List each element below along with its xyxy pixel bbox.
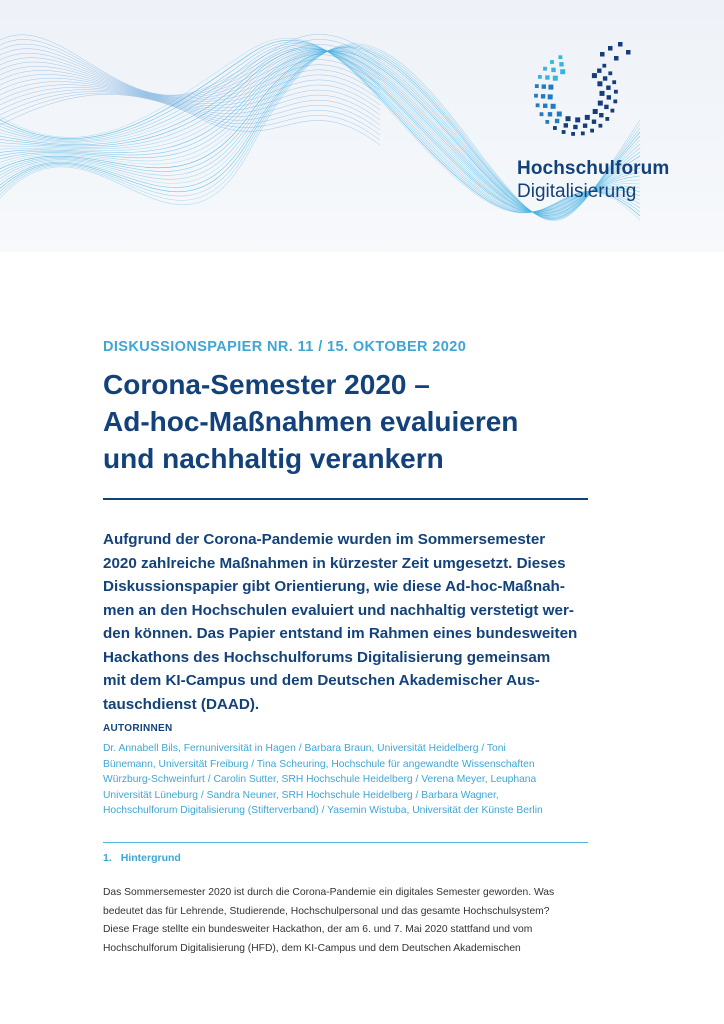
title-divider — [103, 498, 588, 500]
logo-tile — [548, 94, 553, 99]
logo-tile — [536, 103, 540, 107]
logo-tile — [590, 129, 594, 133]
logo-tile — [618, 42, 623, 47]
title-line: Ad-hoc-Maßnahmen evaluieren — [103, 406, 519, 437]
wave-line — [0, 39, 380, 95]
section-title: Hintergrund — [120, 852, 181, 864]
logo-tile — [551, 104, 556, 109]
authors-heading: AUTORINNEN — [103, 723, 173, 734]
logo-tile — [573, 125, 577, 129]
logo-tile — [592, 73, 597, 78]
title-line: und nachhaltig verankern — [103, 443, 444, 474]
authors-list — [103, 741, 593, 819]
wave-line — [0, 90, 380, 130]
authors-line: Universität Lüneburg / Sandra Neuner, SRH Hochschule Heidelberg / Barbara Wagner, — [103, 789, 499, 801]
logo-tile — [557, 112, 562, 117]
logo-tile — [607, 95, 611, 99]
logo-tile — [608, 71, 612, 75]
logo-tile — [602, 64, 606, 68]
logo-tile — [545, 75, 549, 79]
logo-tile — [599, 113, 603, 117]
paper-title — [103, 366, 623, 477]
logo-tile — [542, 84, 546, 88]
brand-logo-icon — [520, 38, 640, 142]
logo-tile — [538, 75, 542, 79]
body-text — [103, 884, 593, 958]
section-divider — [103, 842, 588, 843]
abstract-line: mit dem KI-Campus und dem Deutschen Akademischer Aus- — [103, 672, 540, 689]
body-line: Das Sommersemester 2020 ist durch die Corona-Pandemie ein digitales Semester geworden. Was — [103, 887, 555, 898]
authors-line: Dr. Annabell Bils, Fernuniversität in Hagen / Barbara Braun, Universität Heidelberg / Toni — [103, 743, 506, 754]
logo-tile — [564, 123, 568, 127]
logo-tile — [545, 120, 549, 124]
logo-tile — [560, 69, 565, 74]
logo-tile — [585, 115, 590, 120]
paper-kicker: DISKUSSIONSPAPIER NR. 11 / 15. OKTOBER 2020 — [103, 339, 467, 355]
brand-name-line2: Digitalisierung — [517, 181, 637, 202]
logo-tile — [597, 81, 602, 86]
logo-tile — [555, 119, 559, 123]
logo-tile — [626, 50, 631, 55]
logo-tile — [540, 112, 544, 116]
logo-tile — [553, 126, 557, 130]
logo-tile — [606, 86, 610, 90]
abstract-line: Hackathons des Hochschulforums Digitalisierung gemeinsam — [103, 648, 551, 666]
authors-line: Bünemann, Universität Freiburg / Tina Scheuring, Hochschule für angewandte Wissenschaften — [103, 758, 535, 770]
abstract-line: den können. Das Papier entstand im Rahmen eines bundesweiten — [103, 625, 578, 642]
wave-line — [0, 94, 380, 145]
logo-tile — [581, 132, 585, 136]
logo-tile — [597, 69, 601, 73]
abstract-line: Aufgrund der Corona-Pandemie wurden im Sommersemester — [103, 531, 546, 548]
body-line: Hochschulforum Digitalisierung (HFD), dem KI-Campus und dem Deutschen Akademischen — [103, 942, 521, 954]
logo-tile — [553, 76, 558, 81]
logo-tile — [600, 91, 605, 96]
logo-tile — [613, 100, 617, 104]
logo-tile — [592, 120, 596, 124]
brand-name-line1: Hochschulforum — [517, 158, 670, 179]
logo-tile — [599, 124, 603, 128]
abstract-line: men an den Hochschulen evaluiert und nachhaltig verstetigt wer- — [103, 601, 574, 619]
body-line: bedeutet das für Lehrende, Studierende, Hochschulpersonal und das gesamte Hochschulsystem? — [103, 905, 550, 917]
logo-tile — [598, 101, 603, 106]
logo-tile — [583, 124, 587, 128]
logo-tile — [571, 132, 575, 136]
authors-line: Würzburg-Schweinfurt / Carolin Sutter, SRH Hochschule Heidelberg / Verena Meyer, Leuphana — [103, 774, 537, 785]
logo-tile — [593, 109, 598, 114]
authors-line: Hochschulforum Digitalisierung (Stifterverband) / Yasemin Wistuba, Universität der Künste Berlin — [103, 805, 543, 816]
header-banner — [0, 0, 724, 252]
logo-tile — [559, 55, 563, 59]
title-line: Corona-Semester 2020 – — [103, 369, 430, 400]
logo-tile — [600, 52, 605, 57]
logo-tile — [608, 46, 613, 51]
section-number: 1. — [103, 852, 112, 864]
section-heading — [103, 852, 181, 864]
logo-tile — [559, 62, 563, 66]
logo-tile — [543, 67, 547, 71]
logo-tile — [604, 105, 608, 109]
abstract-line: 2020 zahlreiche Maßnahmen in kürzester Zeit umgesetzt. Dieses — [103, 554, 566, 572]
logo-tile — [562, 130, 566, 134]
logo-tile — [605, 117, 609, 121]
logo-tile — [548, 112, 552, 116]
logo-tile — [575, 117, 580, 122]
logo-tile — [566, 116, 571, 121]
abstract — [103, 528, 591, 716]
logo-tile — [551, 68, 555, 72]
abstract-line: Diskussionspapier gibt Orientierung, wie diese Ad-hoc-Maßnah- — [103, 578, 565, 595]
logo-tile — [611, 109, 615, 113]
logo-tile — [614, 90, 618, 94]
logo-tile — [535, 84, 539, 88]
logo-tile — [603, 76, 607, 80]
logo-tile — [541, 94, 545, 98]
body-line: Diese Frage stellte ein bundesweiter Hackathon, der am 6. und 7. Mai 2020 stattfand und vom — [103, 924, 533, 935]
logo-tile — [543, 104, 547, 108]
logo-tile — [612, 80, 616, 84]
logo-tile — [614, 56, 619, 61]
abstract-line: tauschdienst (DAAD). — [103, 695, 260, 713]
logo-tile — [548, 85, 553, 90]
logo-tile — [534, 94, 538, 98]
logo-tile — [550, 60, 554, 64]
